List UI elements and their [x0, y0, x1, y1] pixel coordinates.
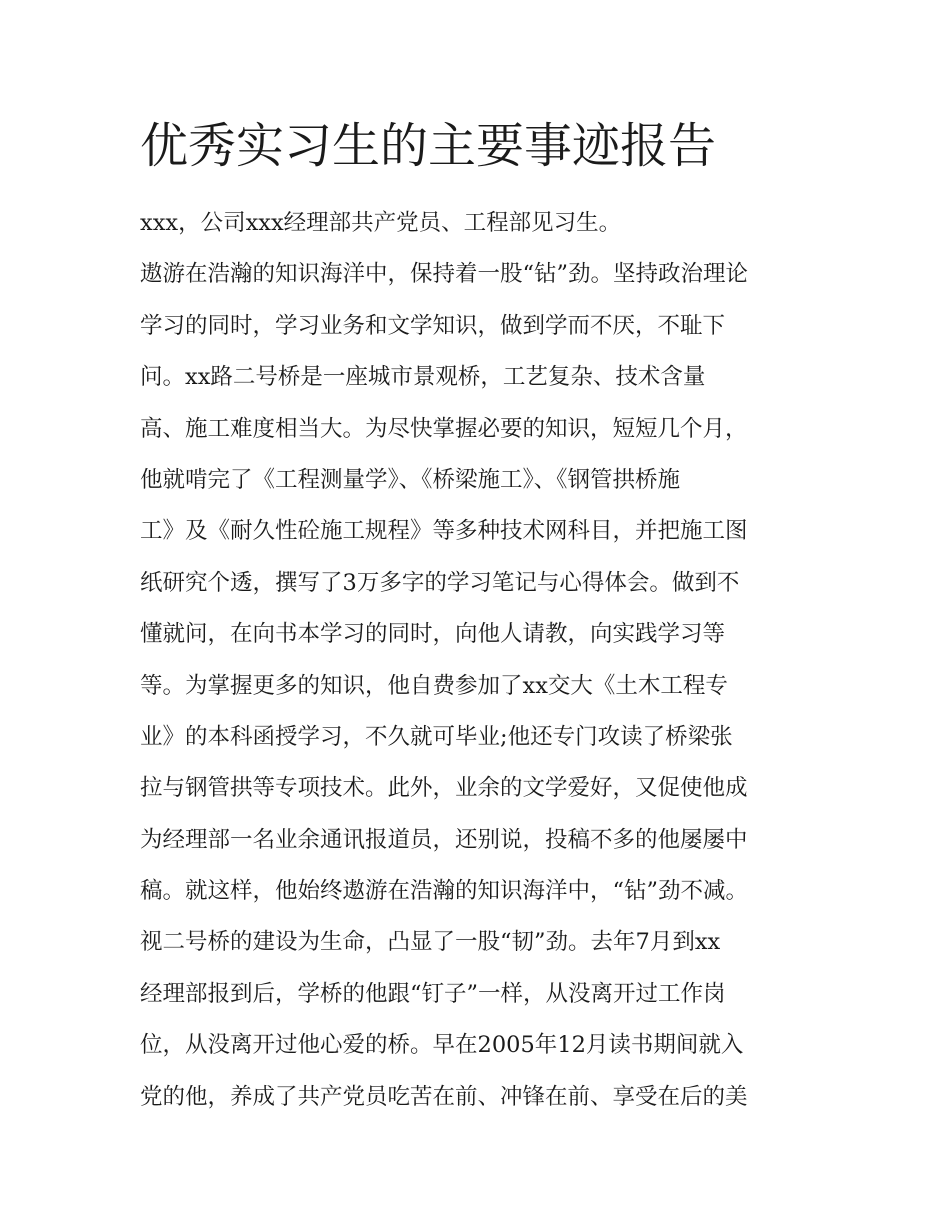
- body-line: 稿。就这样，他始终遨游在浩瀚的知识海洋中，“钻”劲不减。: [140, 878, 749, 905]
- body-line: 遨游在浩瀚的知识海洋中，保持着一股“钻”劲。坚持政治理论: [140, 261, 749, 288]
- body-line: 拉与钢管拱等专项技术。此外，业余的文学爱好，又促使他成: [140, 775, 748, 802]
- body-line: 党的他，养成了共产党员吃苦在前、冲锋在前、享受在后的美: [140, 1083, 748, 1110]
- body-line: 纸研究个透，撰写了3万多字的学习笔记与心得体会。做到不: [140, 569, 740, 596]
- body-line: 他就啃完了《工程测量学》、《桥梁施工》、《钢管拱桥施: [140, 466, 681, 493]
- body-line: 经理部报到后，学桥的他跟“钉子”一样，从没离开过工作岗: [140, 980, 726, 1007]
- body-line: 学习的同时，学习业务和文学知识，做到学而不厌，不耻下: [140, 312, 726, 339]
- body-line: 等。为掌握更多的知识，他自费参加了xx交大《土木工程专: [140, 672, 728, 699]
- body-line: 位，从没离开过他心爱的桥。早在2005年12月读书期间就入: [140, 1032, 744, 1059]
- body-line: 懂就问，在向书本学习的同时，向他人请教，向实践学习等: [140, 621, 726, 648]
- body-line: 视二号桥的建设为生命，凸显了一股“韧”劲。去年7月到xx: [140, 929, 721, 956]
- body-line: xxx，公司xxx经理部共产党员、工程部见习生。: [140, 210, 622, 236]
- document-body: [140, 198, 830, 1123]
- body-line: 业》的本科函授学习，不久就可毕业;他还专门攻读了桥梁张: [140, 723, 733, 750]
- body-line: 高、施工难度相当大。为尽快掌握必要的知识，短短几个月，: [140, 415, 748, 442]
- body-line: 问。xx路二号桥是一座城市景观桥，工艺复杂、技术含量: [140, 364, 706, 391]
- body-line: 工》及《耐久性砼施工规程》等多种技术网科目，并把施工图: [140, 518, 748, 545]
- body-line: 为经理部一名业余通讯报道员，还别说，投稿不多的他屡屡中: [140, 826, 748, 853]
- document-title: 优秀实习生的主要事迹报告: [140, 118, 717, 174]
